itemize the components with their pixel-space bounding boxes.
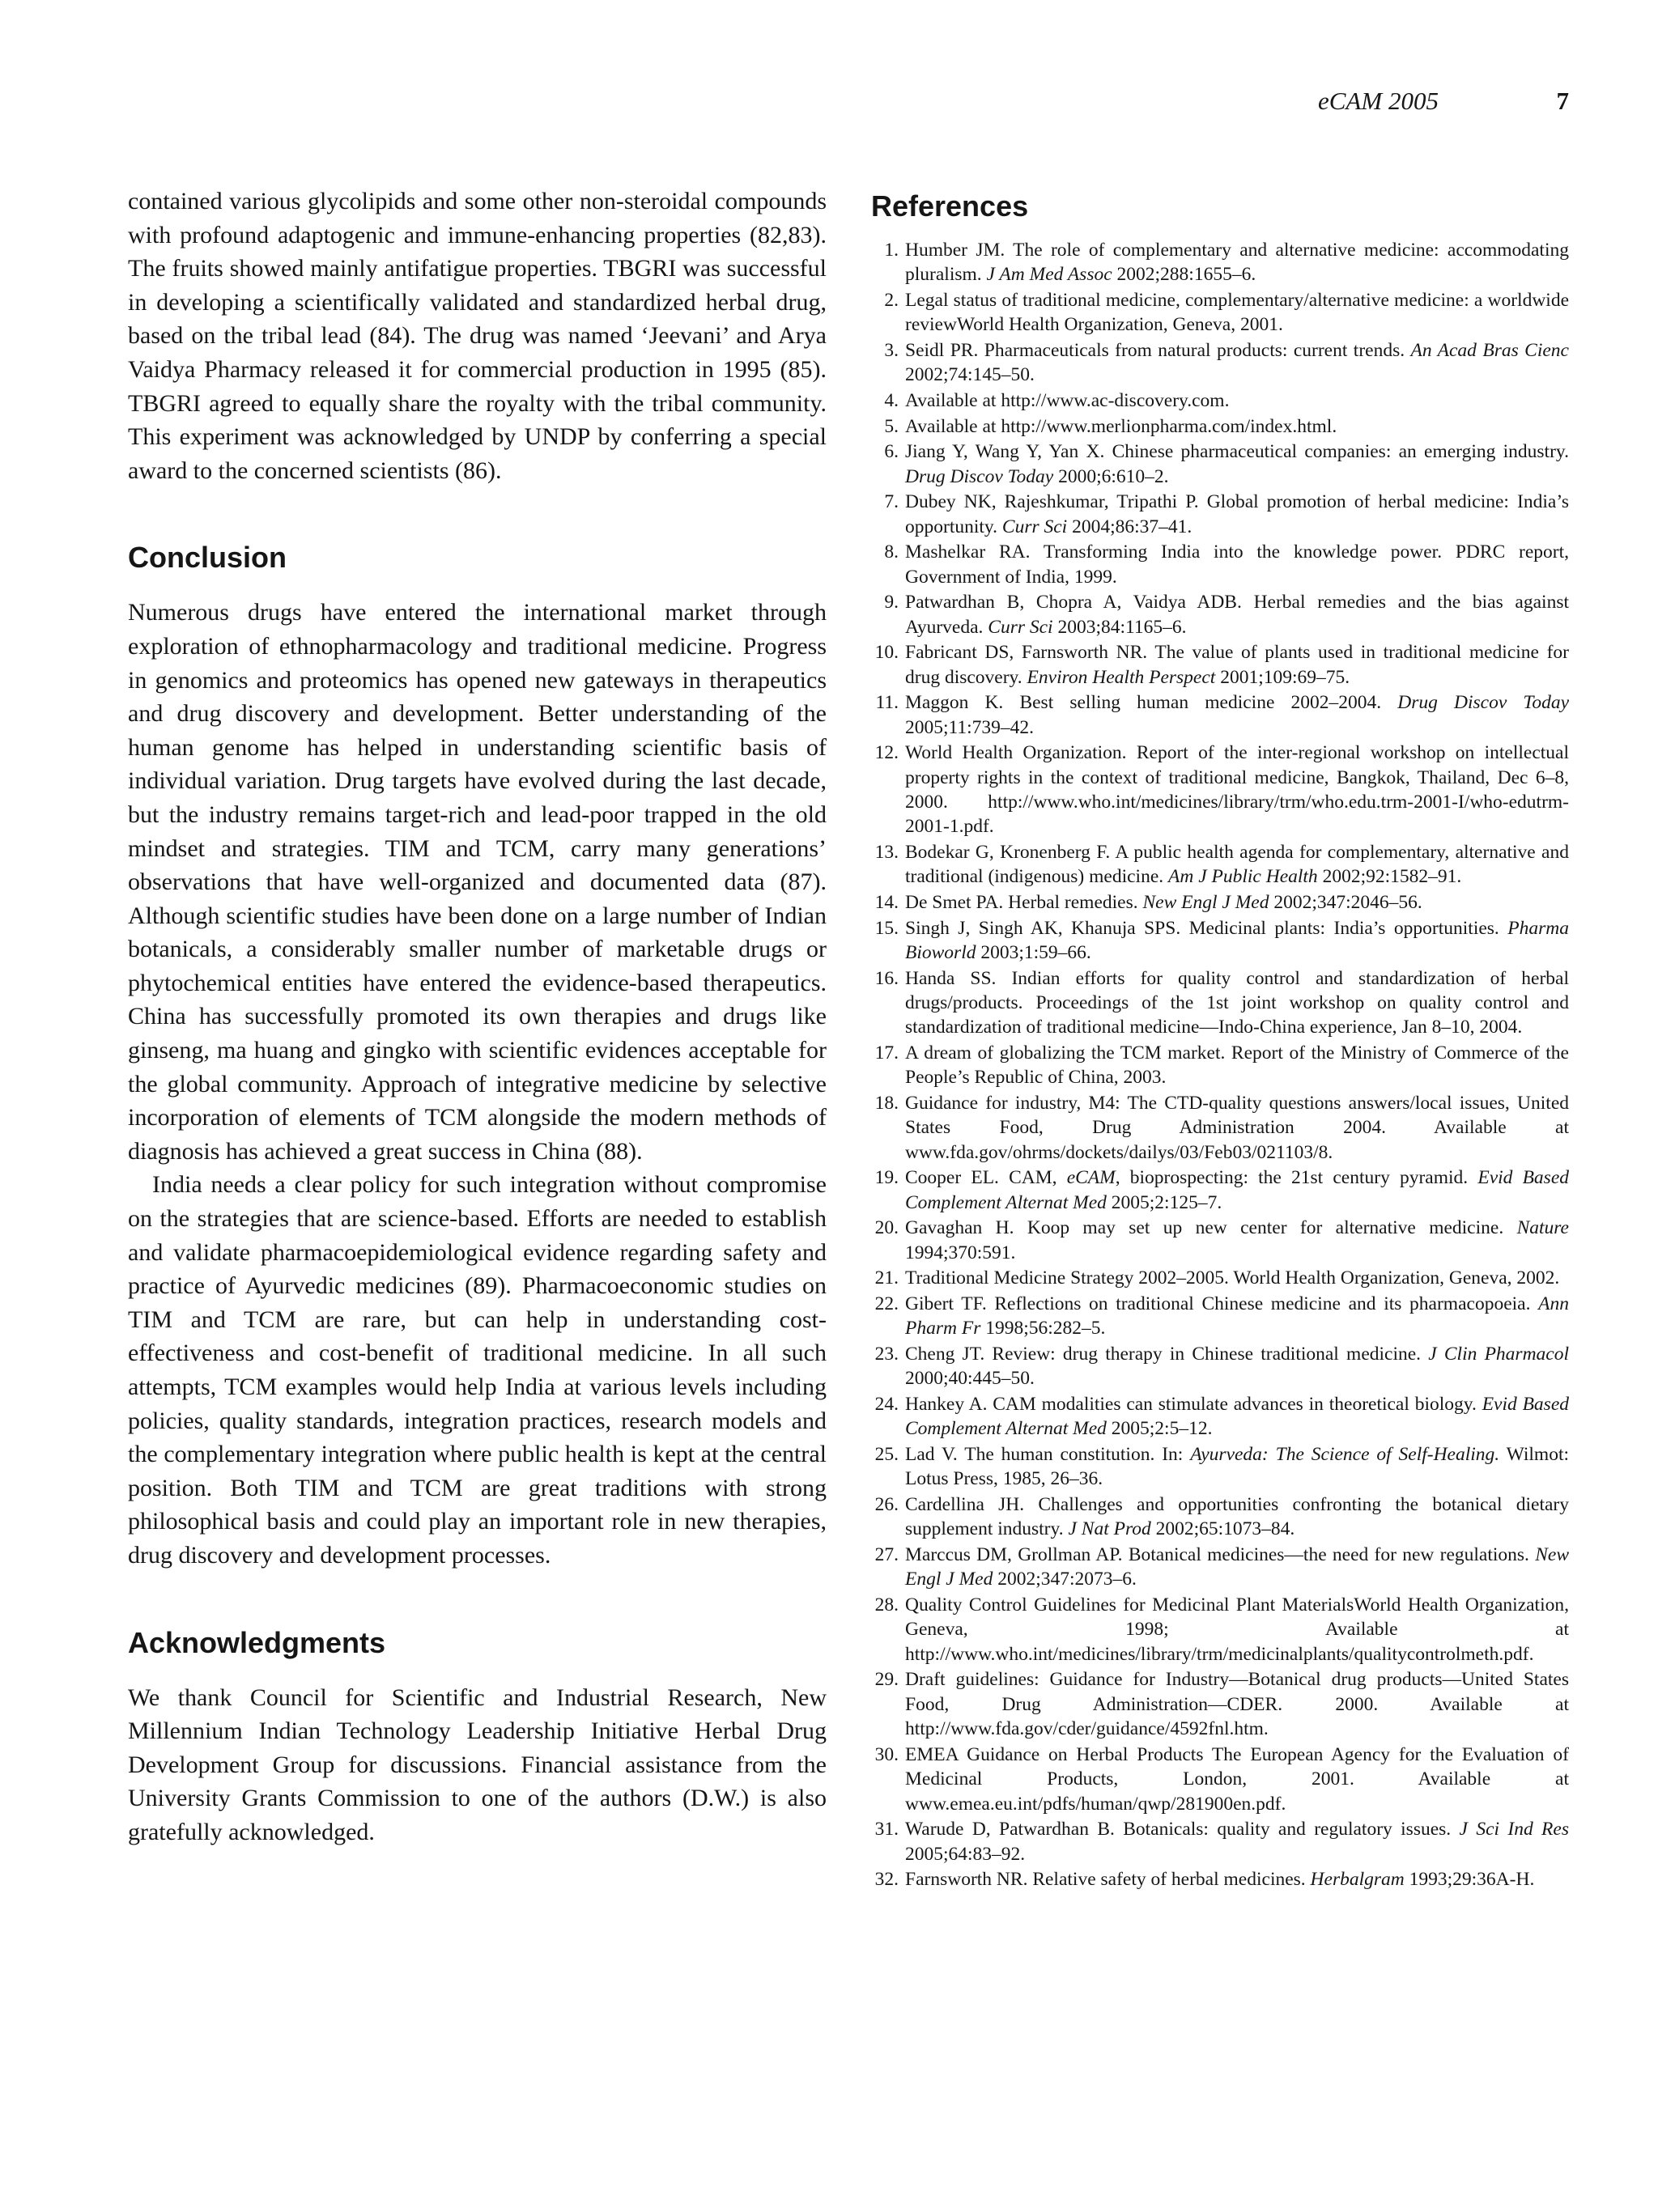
- reference-number: 17.: [874, 1042, 899, 1064]
- reference-text: EMEA Guidance on Herbal Products The European Agency for the Evaluation of Medicinal Products, London, 2001. Available at www.emea.eu.int/pdfs/human/qwp/281900en.pdf.: [905, 1743, 1569, 1815]
- reference-item: [871, 1817, 1569, 1866]
- running-header: [1318, 87, 1569, 127]
- acknowledgments-paragraph: We thank Council for Scientific and Industrial Research, New Millennium Indian Technology Leadership Initiative Herbal Drug Development Group for discussions. Financial assistance from the University Grants Commission to one of the authors (D.W.) is also gratefully acknowledged.: [128, 1683, 827, 1845]
- reference-journal-title: New Engl J Med: [905, 1544, 1569, 1590]
- reference-journal-title: J Clin Pharmacol: [1428, 1344, 1569, 1365]
- reference-item: [871, 238, 1569, 287]
- reference-item: [871, 966, 1569, 1040]
- reference-text: Available at http://www.merlionpharma.com/index.html.: [905, 415, 1337, 437]
- reference-text: Seidl PR. Pharmaceuticals from natural products: current trends.: [905, 340, 1411, 361]
- reference-journal-title: Am J Public Health: [1168, 866, 1318, 888]
- reference-text: Handa SS. Indian efforts for quality control and standardization of herbal drugs/products. Proceedings of the 1st joint workshop on quality control and standardization of traditional medicine—Indo-China experience, Jan 8–10, 2004.: [905, 967, 1569, 1038]
- reference-text: 2002;347:2073–6.: [993, 1569, 1137, 1590]
- acknowledgments-heading: Acknowledgments: [128, 1625, 386, 1659]
- reference-item: [871, 741, 1569, 839]
- reference-item: [871, 1667, 1569, 1741]
- reference-number: 20.: [874, 1217, 899, 1239]
- reference-text: Bodekar G, Kronenberg F. A public health agenda for complementary, alternative and traditional (indigenous) medicine.: [905, 842, 1569, 888]
- reference-journal-title: Pharma Bioworld: [905, 917, 1569, 963]
- reference-text: 1993;29:36A-H.: [1404, 1869, 1535, 1891]
- reference-journal-title: Ayurveda: The Science of Self-Healing.: [1190, 1444, 1500, 1465]
- reference-text: Singh J, Singh AK, Khanuja SPS. Medicinal plants: India’s opportunities.: [905, 917, 1508, 939]
- reference-text: 2003;1:59–66.: [976, 942, 1091, 963]
- reference-number: 24.: [874, 1394, 899, 1415]
- reference-text: De Smet PA. Herbal remedies.: [905, 892, 1143, 913]
- reference-journal-title: Curr Sci: [988, 616, 1053, 638]
- reference-journal-title: Evid Based Complement Alternat Med: [905, 1394, 1569, 1440]
- intro-paragraph: contained various glycolipids and some other non-steroidal compounds with profound adaptogenic and immune-enhancing properties (82,83). The fruits showed mainly antifatigue properties. TBGRI was successful in developing a scientifically validated and standardized herbal drug, based on the tribal lead (84). The drug was named ‘Jeevani’ and Arya Vaidya Pharmacy released it for commercial production in 1995 (85). TBGRI agreed to equally share the royalty with the tribal community. This experiment was acknowledged by UNDP by conferring a special award to the concerned scientists (86).: [128, 188, 827, 484]
- reference-journal-title: Environ Health Perspect: [1027, 666, 1216, 688]
- reference-text: , bioprospecting: the 21st century pyramid.: [1115, 1167, 1478, 1189]
- reference-text: Cooper EL. CAM,: [905, 1167, 1067, 1189]
- reference-item: [871, 1392, 1569, 1441]
- reference-item: [871, 1292, 1569, 1341]
- reference-journal-title: J Sci Ind Res: [1459, 1819, 1569, 1841]
- reference-number: 5.: [884, 415, 899, 437]
- reference-number: 8.: [884, 541, 899, 563]
- conclusion-paragraph-2: India needs a clear policy for such integration without compromise on the strategies that are science-based. Efforts are needed to establish and validate pharmacoepidemiological evidence regarding safety and practice of Ayurvedic medicines (89). Pharmacoeconomic studies on TIM and TCM are rare, but can help in understanding cost-effectiveness and cost-benefit of traditional medicine. In all such attempts, TCM examples would help India at various levels including policies, quality standards, integration practices, research models and the complementary integration where public health is kept at the central position. Both TIM and TCM are great traditions with strong philosophical basis and could play an important role in new therapies, drug discovery and development processes.: [128, 1171, 827, 1569]
- conclusion-heading: Conclusion: [128, 541, 287, 575]
- reference-text: 2000;40:445–50.: [905, 1368, 1035, 1390]
- reference-number: 27.: [874, 1544, 899, 1565]
- reference-number: 2.: [884, 290, 899, 311]
- reference-text: Cardellina JH. Challenges and opportunities confronting the botanical dietary supplement industry.: [905, 1494, 1569, 1540]
- reference-text: Lad V. The human constitution. In:: [905, 1444, 1191, 1465]
- reference-text: 2001;109:69–75.: [1215, 666, 1350, 688]
- reference-item: [871, 540, 1569, 589]
- reference-journal-title: Herbalgram: [1310, 1869, 1405, 1891]
- reference-number: 23.: [874, 1344, 899, 1365]
- reference-text: 2005;64:83–92.: [905, 1843, 1026, 1865]
- reference-journal-title: Curr Sci: [1001, 516, 1068, 537]
- reference-number: 14.: [874, 892, 899, 913]
- reference-item: [871, 388, 1569, 413]
- reference-text: 2002;74:145–50.: [905, 364, 1035, 386]
- reference-text: Fabricant DS, Farnsworth NR. The value of plants used in traditional medicine for drug discovery.: [905, 642, 1569, 688]
- right-column: [871, 185, 1569, 1893]
- reference-text: 2002;288:1655–6.: [1112, 264, 1256, 286]
- reference-number: 10.: [874, 642, 899, 664]
- reference-number: 13.: [874, 842, 899, 863]
- reference-number: 11.: [875, 692, 899, 714]
- reference-text: Mashelkar RA. Transforming India into the knowledge power. PDRC report, Government of India, 1999.: [905, 541, 1569, 588]
- conclusion-paragraph-1: Numerous drugs have entered the international market through exploration of ethnopharmacology and traditional medicine. Progress in genomics and proteomics has opened new gateways in therapeutics and drug discovery and development. Better understanding of the human genome has helped in understanding scientific basis of individual variation. Drug targets have evolved during the last decade, but the industry remains target-rich and lead-poor trapped in the old mindset and strategies. TIM and TCM, carry many generations’ observations that have well-organized and documented data (87). Although scientific studies have been done on a large number of Indian botanicals, a considerably smaller number of marketable drugs or phytochemical entities have entered the evidence-based therapeutics. China has successfully promoted its own therapies and drugs like ginseng, ma huang and gingko with scientific evidences acceptable for the global community. Approach of integrative medicine by selective incorporation of elements of TCM alongside the modern methods of diagnosis has achieved a great success in China (88).: [128, 599, 827, 1165]
- reference-journal-title: J Nat Prod: [1068, 1518, 1151, 1540]
- reference-number: 18.: [874, 1093, 899, 1114]
- reference-number: 22.: [874, 1293, 899, 1314]
- reference-text: Cheng JT. Review: drug therapy in Chinese traditional medicine.: [905, 1344, 1429, 1365]
- reference-text: 2005;2:5–12.: [1106, 1418, 1213, 1440]
- reference-journal-title: An Acad Bras Cienc: [1410, 340, 1569, 361]
- reference-item: [871, 890, 1569, 915]
- reference-item: [871, 338, 1569, 388]
- reference-item: [871, 1492, 1569, 1542]
- left-column: [128, 185, 827, 1849]
- reference-text: Marccus DM, Grollman AP. Botanical medicines—the need for new regulations.: [905, 1544, 1536, 1565]
- reference-text: Gavaghan H. Koop may set up new center for alternative medicine.: [905, 1217, 1517, 1239]
- reference-item: [871, 414, 1569, 439]
- reference-item: [871, 1165, 1569, 1215]
- reference-item: [871, 1342, 1569, 1391]
- reference-item: [871, 916, 1569, 966]
- reference-text: 1998;56:282–5.: [980, 1318, 1106, 1340]
- reference-item: [871, 640, 1569, 690]
- reference-number: 19.: [874, 1167, 899, 1189]
- reference-text: Draft guidelines: Guidance for Industry—Botanical drug products—United States Food, Drug Administration—CDER. 2000. Available at http://www.fda.gov/cder/guidance/4592fnl.htm.: [905, 1669, 1569, 1740]
- reference-text: 2005;2:125–7.: [1106, 1191, 1222, 1213]
- reference-journal-title: New Engl J Med: [1142, 892, 1269, 913]
- reference-number: 31.: [874, 1819, 899, 1841]
- reference-text: Warude D, Patwardhan B. Botanicals: quality and regulatory issues.: [905, 1819, 1460, 1841]
- reference-text: Available at http://www.ac-discovery.com.: [905, 390, 1230, 411]
- reference-item: [871, 1442, 1569, 1492]
- reference-number: 7.: [884, 491, 899, 513]
- reference-text: Maggon K. Best selling human medicine 2002–2004.: [905, 692, 1398, 714]
- reference-number: 28.: [874, 1594, 899, 1615]
- reference-text: Wilmot: Lotus Press, 1985, 26–36.: [905, 1444, 1570, 1490]
- reference-text: Farnsworth NR. Relative safety of herbal medicines.: [905, 1869, 1311, 1891]
- reference-text: 2000;6:610–2.: [1053, 465, 1169, 487]
- reference-item: [871, 1867, 1569, 1891]
- reference-text: 2004;86:37–41.: [1067, 516, 1192, 537]
- reference-text: Legal status of traditional medicine, complementary/alternative medicine: a worldwide reviewWorld Health Organization, Geneva, 2001.: [905, 290, 1569, 336]
- reference-number: 21.: [874, 1267, 899, 1289]
- reference-journal-title: J Am Med Assoc: [986, 264, 1112, 286]
- reference-text: 2005;11:739–42.: [905, 716, 1035, 738]
- reference-item: [871, 439, 1569, 489]
- reference-text: Gibert TF. Reflections on traditional Chinese medicine and its pharmacopoeia.: [905, 1293, 1539, 1314]
- reference-item: [871, 1091, 1569, 1165]
- reference-list: [871, 238, 1569, 1892]
- reference-journal-title: Drug Discov Today: [1397, 692, 1569, 714]
- reference-text: Humber JM. The role of complementary and alternative medicine: accommodating pluralism.: [905, 240, 1569, 286]
- reference-item: [871, 1743, 1569, 1816]
- reference-text: Jiang Y, Wang Y, Yan X. Chinese pharmaceutical companies: an emerging industry.: [905, 441, 1569, 463]
- reference-number: 29.: [874, 1669, 899, 1691]
- reference-item: [871, 590, 1569, 639]
- reference-text: Quality Control Guidelines for Medicinal Plant MaterialsWorld Health Organization, Geneva, 1998; Available at http://www.who.int/medicines/library/trm/medicinalplants/qualitycontrolmeth.pdf.: [905, 1594, 1569, 1665]
- reference-item: [871, 288, 1569, 338]
- reference-number: 1.: [884, 240, 899, 261]
- reference-text: Patwardhan B, Chopra A, Vaidya ADB. Herbal remedies and the bias against Ayurveda.: [905, 592, 1569, 638]
- reference-number: 3.: [884, 340, 899, 361]
- reference-number: 9.: [884, 592, 899, 614]
- reference-journal-title: Ann Pharm Fr: [905, 1293, 1569, 1340]
- reference-text: Dubey NK, Rajeshkumar, Tripathi P. Global promotion of herbal medicine: India’s opportunity.: [905, 491, 1569, 537]
- reference-item: [871, 1543, 1569, 1592]
- journal-name: eCAM 2005: [1318, 87, 1439, 115]
- reference-number: 30.: [874, 1743, 899, 1765]
- reference-item: [871, 690, 1569, 740]
- reference-journal-title: Drug Discov Today: [905, 465, 1054, 487]
- reference-text: A dream of globalizing the TCM market. Report of the Ministry of Commerce of the People’s Republic of China, 2003.: [905, 1042, 1569, 1089]
- references-heading: References: [871, 189, 1029, 223]
- reference-text: World Health Organization. Report of the inter-regional workshop on intellectual property rights in the context of traditional medicine, Bangkok, Thailand, Dec 6–8, 2000. http://www.who.int/medicines/library/trm/who.edu.trm-2001-I/who-edutrm-2001-1.pdf.: [905, 742, 1569, 838]
- reference-number: 25.: [874, 1444, 899, 1465]
- reference-item: [871, 490, 1569, 539]
- reference-text: 2003;84:1165–6.: [1052, 616, 1187, 638]
- reference-text: 2002;92:1582–91.: [1317, 866, 1462, 888]
- reference-item: [871, 1593, 1569, 1666]
- reference-item: [871, 1041, 1569, 1090]
- reference-number: 6.: [884, 441, 899, 463]
- reference-journal-title: Nature: [1516, 1217, 1569, 1239]
- page-number: 7: [1556, 87, 1569, 115]
- reference-number: 16.: [874, 967, 899, 989]
- reference-number: 26.: [874, 1494, 899, 1515]
- reference-number: 32.: [874, 1869, 899, 1891]
- reference-number: 12.: [874, 742, 899, 764]
- reference-text: Traditional Medicine Strategy 2002–2005. World Health Organization, Geneva, 2002.: [905, 1267, 1560, 1289]
- reference-text: 1994;370:591.: [905, 1242, 1016, 1263]
- reference-text: 2002;65:1073–84.: [1150, 1518, 1295, 1540]
- reference-text: 2002;347:2046–56.: [1269, 892, 1422, 913]
- reference-item: [871, 1216, 1569, 1265]
- reference-number: 15.: [874, 917, 899, 939]
- reference-number: 4.: [884, 390, 899, 411]
- reference-text: Hankey A. CAM modalities can stimulate advances in theoretical biology.: [905, 1394, 1482, 1415]
- reference-journal-title: Evid Based Complement Alternat Med: [905, 1167, 1570, 1213]
- reference-item: [871, 1266, 1569, 1290]
- reference-item: [871, 840, 1569, 889]
- reference-text: Guidance for industry, M4: The CTD-quality questions answers/local issues, United States Food, Drug Administration 2004. Available at www.fda.gov/ohrms/dockets/dailys/03/Feb03/021103/8.: [905, 1093, 1569, 1163]
- reference-journal-title: eCAM: [1066, 1167, 1116, 1189]
